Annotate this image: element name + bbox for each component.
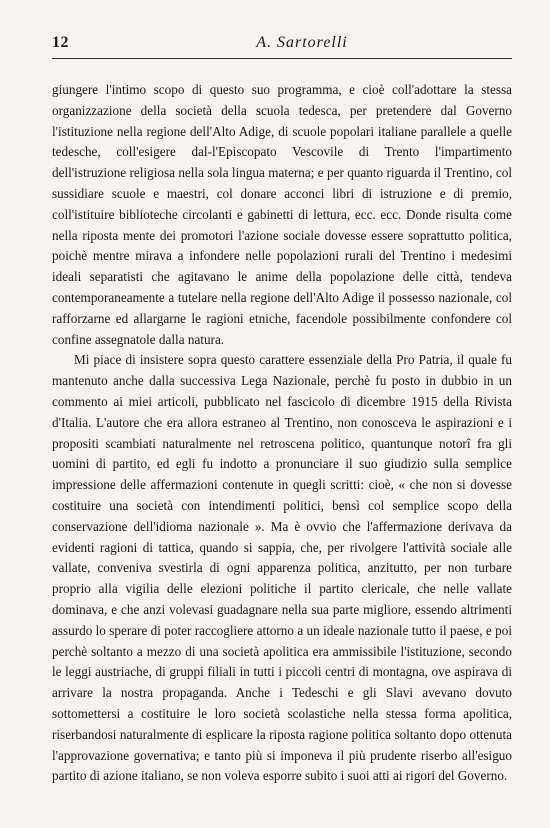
page-number: 12 — [52, 34, 69, 51]
running-head: A. Sartorelli — [256, 34, 348, 51]
page-header — [52, 30, 512, 56]
paragraph-2: Mi piace di insistere sopra questo carattere essenziale della Pro Patria, il quale fu mantenuto anche dalla successiva Lega Nazionale, perchè fu posto in dubbio in un commento ai miei articoli, pubblicato nel fascicolo di dicembre 1915 della Rivista d'Italia. L'autore che era allora estraneo al Trentino, non conosceva le aspirazioni e i propositi scambiati naturalmente nel retroscena politico, quantunque notorî fra gli uomini di partito, ed egli fu indotto a pronunciare il suo giudizio sulla semplice impressione delle affermazioni contenute in quegli scritti: cioè, « che non si dovesse costituire una società con intendimenti politici, bensì col semplice scopo della conservazione dell'idioma nazionale ». Ma è ovvio che l'affermazione derivava da evidenti ragioni di tattica, quando si sappia, che, per rivolgere l'attività sociale alle vallate, conveniva svestirla di ogni apparenza politica, anzitutto, per non turbare proprio alla vigilia delle elezioni politiche il partito clericale, che nelle vallate dominava, e che anzi volevasi guadagnare nella sua parte migliore, essendo altrimenti assurdo lo sperare di poter raccogliere attorno a un ideale nazionale tutto il paese, e poi perchè soltanto a mezzo di una società apolitica era ammissibile l'istituzione, secondo le leggi austriache, di gruppi filiali in tutti i piccoli centri di montagna, ove aspirava di arrivare la nostra propaganda. Anche i Tedeschi e gli Slavi avevano dovuto sottomettersi a costituire le loro società scolastiche nella stessa forma apolitica, riserbandosi naturalmente di esplicare la riposta ragione politica soltanto dopo ottenuta l'approvazione governativa; e tanto più si imponeva il più prudente riserbo all'esiguo partito di azione italiano, se non voleva esporre subito i suoi atti ai rigori del Governo. — [52, 352, 512, 784]
body-text — [52, 80, 512, 787]
header-rule — [52, 58, 512, 59]
paragraph-1: giungere l'intimo scopo di questo suo programma, e cioè coll'adottare la stessa organizzazione della società della scuola tedesca, per pretendere dal Governo l'istituzione nella regione dell'Alto Adige, di scuole popolari italiane parallele a quelle tedesche, coll'esigere dal-l'Episcopato Vescovile di Trento l'impartimento dell'istruzione religiosa nella sola lingua materna; e per quanto riguarda il Trentino, col sussidiare scuole e maestri, col donare acconci libri di istruzione e di premio, coll'istituire biblioteche circolanti e gabinetti di lettura, ecc. ecc. Donde risulta come nella riposta mente dei promotori l'azione sociale dovesse essere soprattutto politica, poichè mentre mirava a infondere nelle popolazioni rurali del Trentino i medesimi ideali separatisti che agitavano le anime della popolazione delle città, tendeva contemporaneamente a tutelare nella regione dell'Alto Adige il possesso nazionale, col rafforzarne ed allargarne le ragioni etniche, facendole possibilmente confondere col confine assegnatole dalla natura. — [52, 82, 512, 347]
